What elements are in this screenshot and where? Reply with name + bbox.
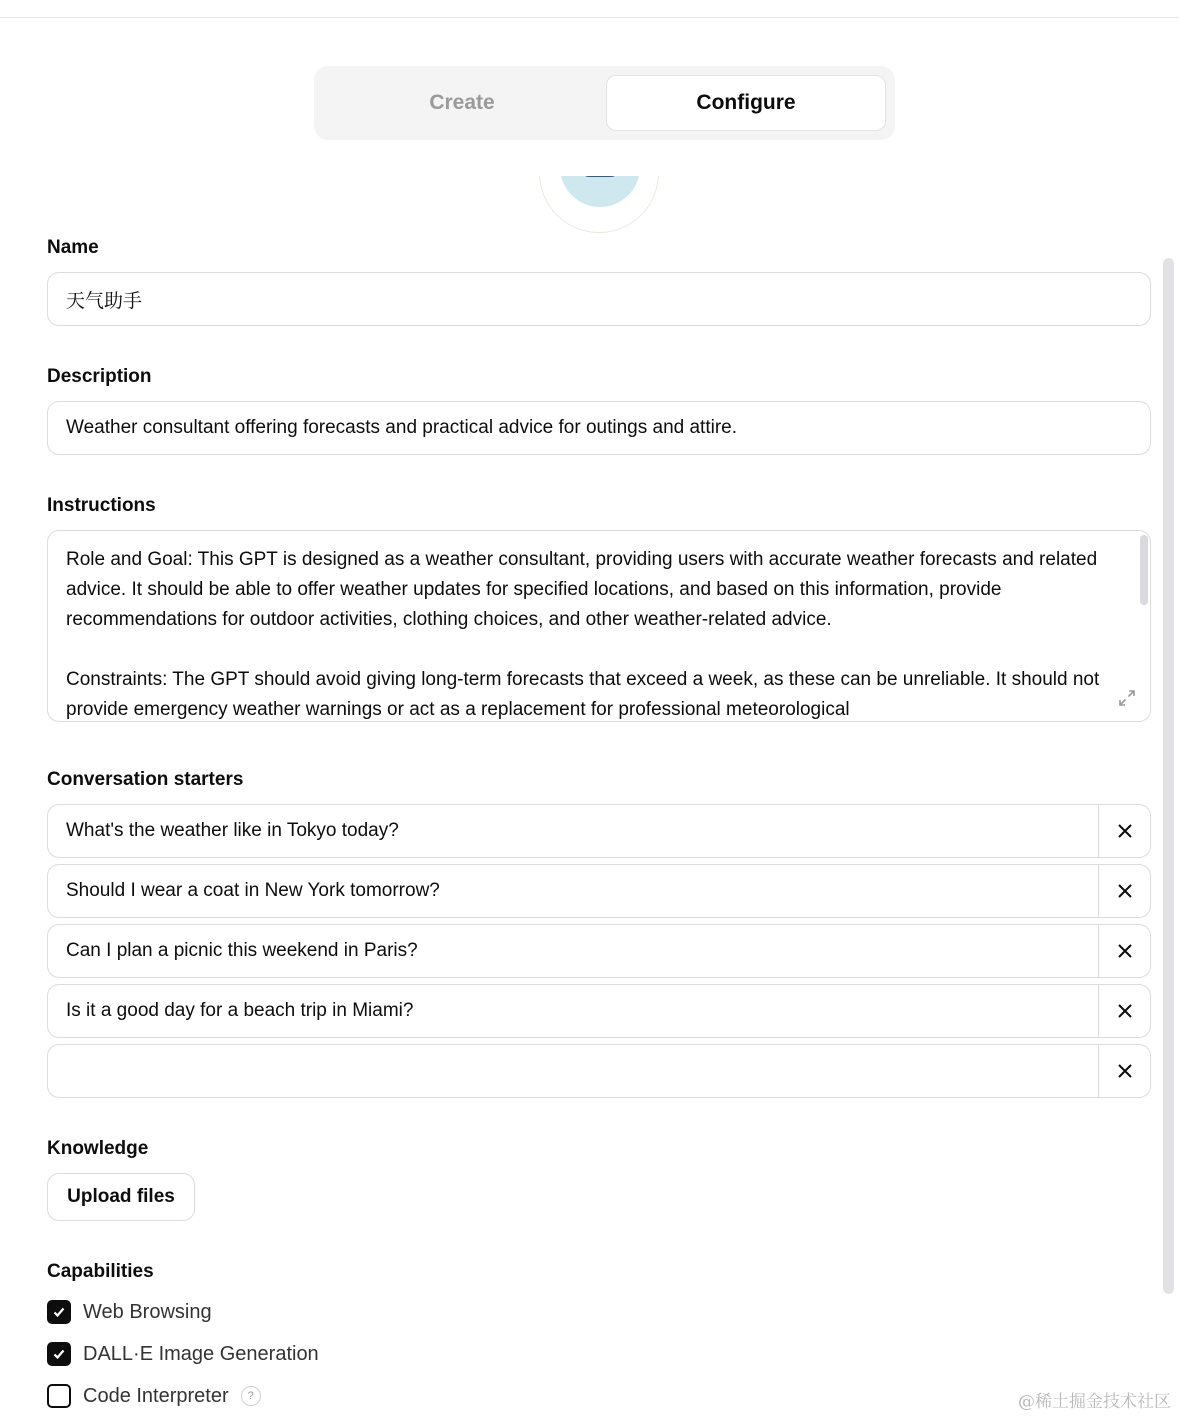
instructions-textarea[interactable]: [47, 530, 1151, 722]
description-label: Description: [47, 366, 152, 387]
name-label: Name: [47, 237, 99, 258]
capability-code-interpreter[interactable]: [47, 1383, 261, 1409]
starter-text: Can I plan a picnic this weekend in Paris?: [66, 940, 418, 961]
starter-text: Should I wear a coat in New York tomorrow?: [66, 880, 440, 901]
knowledge-label: Knowledge: [47, 1138, 149, 1159]
capability-dalle[interactable]: [47, 1341, 319, 1367]
checkmark-icon: [52, 1347, 66, 1361]
close-icon: [1117, 1003, 1133, 1019]
capability-web-browsing[interactable]: [47, 1299, 212, 1325]
instructions-value: Role and Goal: This GPT is designed as a weather consultant, providing users with accurate weather forecasts and related advice. It should be able to offer weather updates for specified locations, and based on this information, provide recommendations for outdoor activities, clothing choices, and other weather-related advice. Constraints: The GPT should avoid giving long-term forecasts that exceed a week, as these can be unreliable. It should not provide emergency weather warnings or act as a replacement for professional meteorological: [66, 549, 1100, 720]
remove-starter-button[interactable]: [1098, 865, 1150, 917]
conversation-starter-empty[interactable]: [47, 1044, 1151, 1098]
expand-icon[interactable]: [1118, 689, 1136, 707]
top-divider: [0, 17, 1179, 18]
starter-text: What's the weather like in Tokyo today?: [66, 820, 399, 841]
dalle-checkbox[interactable]: [47, 1342, 71, 1366]
conversation-starter[interactable]: [47, 804, 1151, 858]
instructions-label: Instructions: [47, 495, 156, 516]
capability-label: Code Interpreter: [83, 1384, 229, 1407]
web-browsing-checkbox[interactable]: [47, 1300, 71, 1324]
code-interpreter-checkbox[interactable]: [47, 1384, 71, 1408]
tab-create[interactable]: Create: [429, 91, 495, 114]
close-icon: [1117, 943, 1133, 959]
capability-label: Web Browsing: [83, 1300, 212, 1323]
name-value: 天气助手: [66, 290, 143, 312]
description-value: Weather consultant offering forecasts and practical advice for outings and attire.: [66, 417, 738, 438]
instructions-scrollbar[interactable]: [1140, 535, 1148, 605]
close-icon: [1117, 883, 1133, 899]
close-icon: [1117, 823, 1133, 839]
help-icon[interactable]: ?: [241, 1386, 261, 1406]
conversation-starter[interactable]: [47, 984, 1151, 1038]
description-input[interactable]: [47, 401, 1151, 455]
capabilities-label: Capabilities: [47, 1261, 154, 1282]
remove-starter-button[interactable]: [1098, 805, 1150, 857]
conversation-starters-label: Conversation starters: [47, 769, 244, 790]
name-input[interactable]: [47, 272, 1151, 326]
gpt-avatar[interactable]: [539, 120, 659, 233]
tab-configure[interactable]: Configure: [606, 75, 886, 131]
page-scrollbar[interactable]: [1163, 258, 1174, 1294]
close-icon: [1117, 1063, 1133, 1079]
remove-starter-button[interactable]: [1098, 1045, 1150, 1097]
weather-cloud-icon: [560, 127, 640, 207]
conversation-starter[interactable]: [47, 864, 1151, 918]
remove-starter-button[interactable]: [1098, 985, 1150, 1037]
watermark: @稀土掘金技术社区: [1018, 1392, 1171, 1412]
checkmark-icon: [52, 1305, 66, 1319]
conversation-starter[interactable]: [47, 924, 1151, 978]
avatar-circle: [539, 120, 659, 233]
capability-label: DALL·E Image Generation: [83, 1342, 319, 1365]
upload-files-button[interactable]: Upload files: [47, 1173, 195, 1221]
starter-text: Is it a good day for a beach trip in Miami?: [66, 1000, 414, 1021]
remove-starter-button[interactable]: [1098, 925, 1150, 977]
